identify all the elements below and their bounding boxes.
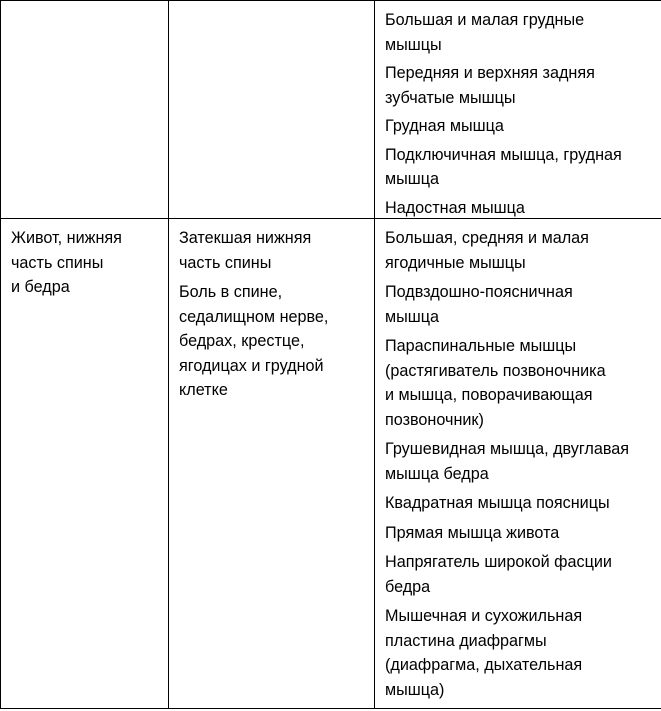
muscle-item: Грудная мышца (385, 117, 504, 135)
muscle-item: Надостная мышца (385, 198, 525, 217)
muscle-item: Параспинальные мышцы (растягиватель позвоночника и мышца, поворачивающая позвоночник) (385, 337, 606, 429)
muscle-item: Напрягатель широкой фасции бедра (385, 553, 612, 596)
symptom-item: Боль в спине, седалищном нерве, бедрах, крестце, ягодицах и грудной клетке (179, 283, 329, 399)
symptoms-cell (169, 219, 375, 709)
muscle-item: Мышечная и сухожильная пластина диафрагмы (диафрагма, дыхательная мышца) (385, 607, 583, 699)
symptoms-cell (169, 1, 375, 219)
region-cell (1, 1, 169, 219)
table-row (1, 1, 661, 219)
muscle-item: Большая, средняя и малая ягодичные мышцы (385, 229, 589, 272)
muscle-item: Подключичная мышца, грудная мышца (385, 145, 622, 188)
muscle-item: Большая и малая грудные мышцы (385, 11, 585, 54)
muscles-cell (375, 219, 661, 709)
muscle-item: Квадратная мышца поясницы (385, 494, 610, 512)
region-label: Живот, нижняя часть спины и бедра (11, 229, 122, 296)
table-row (1, 219, 661, 709)
muscle-item: Грушевидная мышца, двуглавая мышца бедра (385, 440, 630, 483)
muscles-cell (375, 1, 661, 219)
muscle-item: Передняя и верхняя задняя зубчатые мышцы (385, 64, 595, 107)
muscle-item: Подвздошно-поясничная мышца (385, 283, 573, 326)
muscle-item: Прямая мышца живота (385, 523, 560, 542)
region-cell (1, 219, 169, 709)
symptom-item: Затекшая нижняя часть спины (179, 229, 312, 272)
